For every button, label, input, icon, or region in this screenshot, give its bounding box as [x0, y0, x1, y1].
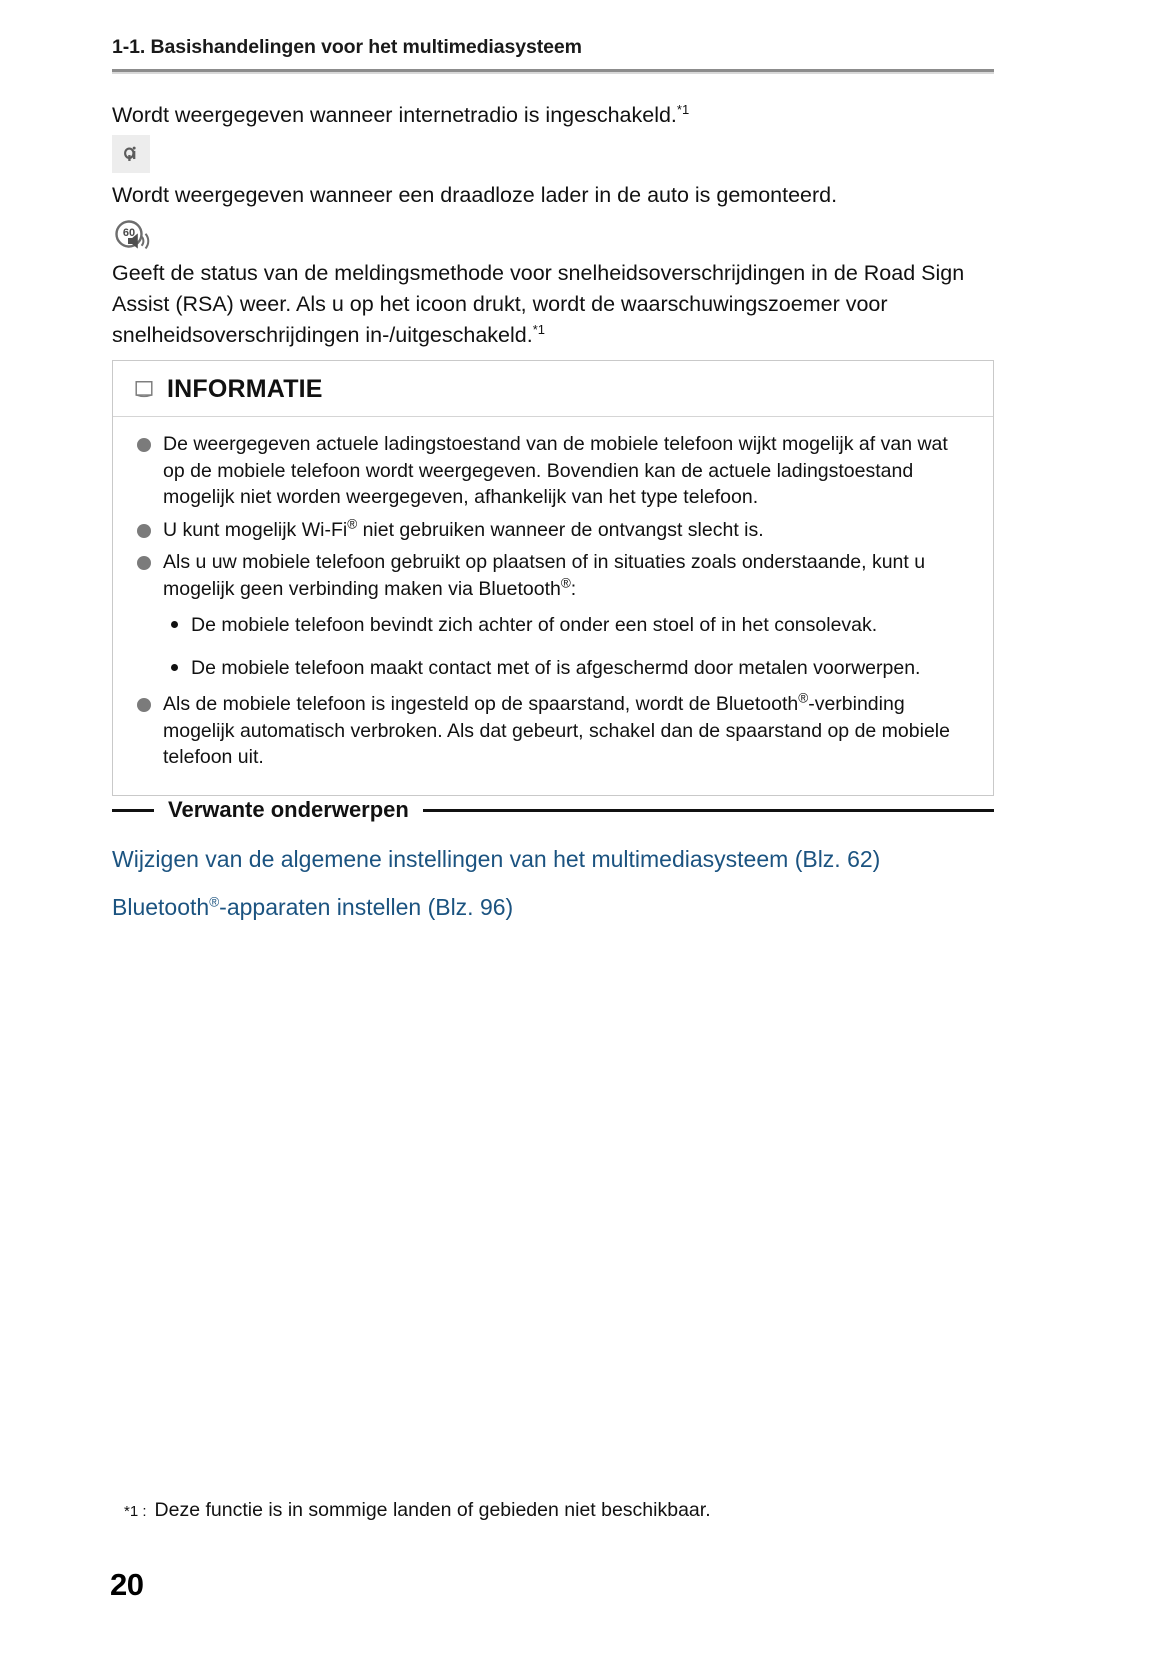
- registered-mark: ®: [560, 575, 571, 590]
- informatie-title: INFORMATIE: [167, 375, 323, 403]
- list-item: [163, 655, 971, 682]
- list-item: [131, 431, 971, 511]
- bullet-dot-icon: [171, 664, 178, 671]
- related-topics-title: Verwante onderwerpen: [168, 797, 409, 822]
- rule-left: [112, 809, 154, 812]
- informatie-box-body: [113, 417, 993, 795]
- list-item: [163, 612, 971, 639]
- list-item-text: De mobiele telefoon maakt contact met of is afgeschermd door metalen voorwerpen.: [191, 656, 921, 679]
- informatie-box-header: [113, 361, 993, 417]
- list-item-text-after: niet gebruiken wanneer de ontvangst slecht is.: [357, 518, 764, 541]
- related-topics-header: [112, 795, 994, 825]
- rsa-paragraph-block: [112, 258, 997, 351]
- registered-mark: ®: [347, 516, 358, 531]
- link-text-after: -apparaten instellen (Blz. 96): [219, 894, 514, 920]
- page-header: [112, 36, 992, 59]
- footnote-text: Deze functie is in sommige landen of gebieden niet beschikbaar.: [154, 1499, 711, 1521]
- wireless-charger-paragraph-block: [112, 180, 997, 211]
- informatie-bullet-list: [131, 431, 971, 771]
- informatie-sub-bullet-list: [163, 612, 971, 681]
- list-item-text-before: Als de mobiele telefoon is ingesteld op de spaarstand, wordt de Bluetooth: [163, 693, 799, 715]
- qi-wireless-charging-icon: [112, 135, 150, 173]
- qi-icon-row-inner: [112, 132, 997, 176]
- bullet-disc-icon: [137, 698, 151, 712]
- list-item: [131, 691, 971, 771]
- list-item: [131, 517, 971, 544]
- footnote-marker: *1: [532, 321, 545, 337]
- list-item: [131, 549, 971, 681]
- footnote-marker: *1: [676, 101, 690, 117]
- related-topics-section: [112, 795, 994, 923]
- related-link-general-settings[interactable]: Wijzigen van de algemene instellingen van het multimediasysteem (Blz. 62): [112, 846, 881, 872]
- internetradio-paragraph: [112, 100, 997, 131]
- bullet-dot-icon: [171, 621, 178, 628]
- list-item-text-before: U kunt mogelijk Wi-Fi: [163, 518, 348, 541]
- internetradio-paragraph-block: [112, 100, 997, 131]
- book-icon: [133, 379, 155, 401]
- rsa-icon-row: [112, 214, 997, 258]
- rsa-icon-row-inner: [112, 214, 997, 258]
- qi-icon-row: [112, 132, 997, 176]
- page-title: 1-1. Basishandelingen voor het multimediasysteem: [112, 36, 582, 58]
- list-item-text-after: -verbinding mogelijk automatisch verbroken. Als dat gebeurt, schakel dan de spaarstand op de mobiele telefoon uit.: [163, 693, 950, 768]
- registered-mark: ®: [798, 690, 809, 706]
- list-item-text-after: :: [570, 577, 577, 600]
- list-item-text-before: Als u uw mobiele telefoon gebruikt op plaatsen of in situaties zoals onderstaande, kunt u mogelijk geen verbinding maken via Bluetooth: [163, 551, 926, 600]
- rsa-text: Geeft de status van de meldingsmethode voor snelheidsoverschrijdingen in de Road Sign Assist (RSA) weer. Als u op het icoon drukt, wordt de waarschuwingszoemer voor snelheidsoverschrijdingen in-/uitgeschakeld.: [112, 261, 965, 347]
- related-link-bluetooth-devices[interactable]: [112, 891, 994, 923]
- rule-right: [423, 809, 994, 812]
- rsa-paragraph: [112, 258, 997, 351]
- wireless-charger-paragraph: Wordt weergegeven wanneer een draadloze lader in de auto is gemonteerd.: [112, 183, 838, 207]
- bullet-disc-icon: [137, 524, 151, 538]
- footnote: [124, 1497, 984, 1523]
- page-number: 20: [110, 1567, 144, 1602]
- registered-mark: ®: [209, 894, 220, 910]
- header-divider: [112, 69, 994, 74]
- list-item-text: De weergegeven actuele ladingstoestand van de mobiele telefoon wijkt mogelijk af van wat op de mobiele telefoon wordt weergegeven. Bovendien kan de actuele ladingstoestand mogelijk niet worden weergegeven, afhankelijk van het type telefoon.: [163, 433, 948, 508]
- list-item-text: De mobiele telefoon bevindt zich achter of onder een stoel of in het consolevak.: [191, 614, 878, 636]
- link-text-before: Bluetooth: [112, 894, 210, 920]
- svg-text:60: 60: [122, 226, 136, 239]
- footnote-mark: *1 :: [124, 1503, 147, 1520]
- bullet-disc-icon: [137, 556, 151, 570]
- informatie-box: [112, 360, 994, 796]
- internetradio-text: Wordt weergegeven wanneer internetradio is ingeschakeld.: [112, 103, 677, 127]
- road-sign-assist-speed-buzzer-icon: [112, 216, 158, 256]
- bullet-disc-icon: [137, 438, 151, 452]
